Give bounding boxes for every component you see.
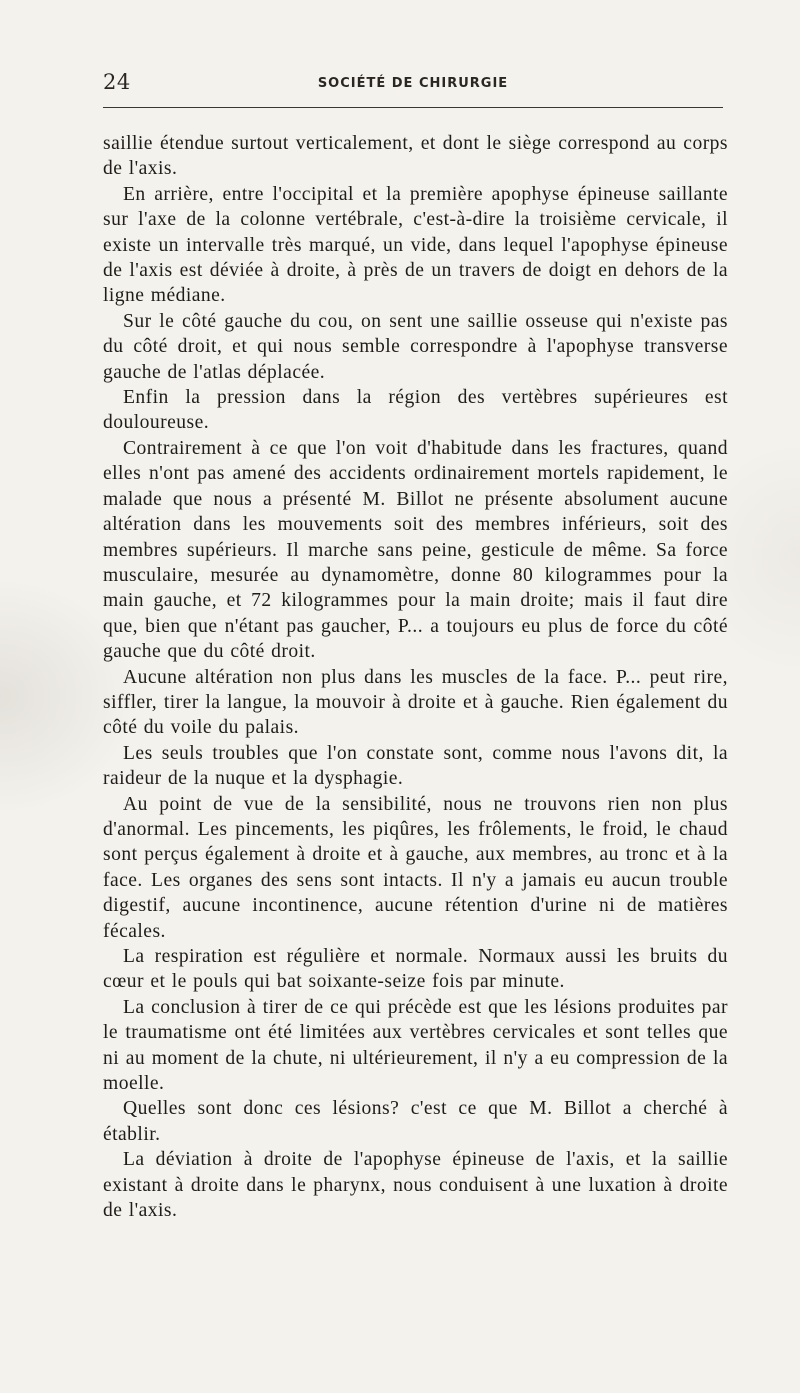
paragraph: Aucune altération non plus dans les muscles de la face. P... peut rire, siffler, tirer la langue, la mouvoir à droite et à gauche. Rien également du côté du voile du palais. (103, 666, 728, 739)
paragraph: Enfin la pression dans la région des vertèbres supérieures est douloureuse. (103, 387, 728, 434)
page-number: 24 (103, 70, 131, 94)
paragraph: Quelles sont donc ces lésions? c'est ce que M. Billot a cherché à établir. (103, 1098, 728, 1145)
paragraph: saillie étendue surtout verticalement, et dont le siège correspond au corps de l'axis. (103, 133, 728, 180)
page-header (103, 70, 723, 100)
paragraph: La respiration est régulière et normale. Normaux aussi les bruits du cœur et le pouls qui bat soixante-seize fois par minute. (103, 946, 728, 993)
paragraph: Contrairement à ce que l'on voit d'habitude dans les fractures, quand elles n'ont pas amené des accidents ordinairement mortels rapidement, le malade que nous a présenté M. Billot ne présente absolument aucune altération dans les mouvements soit des membres inférieurs, soit des membres supérieurs. Il marche sans peine, gesticule de même. Sa force musculaire, mesurée au dynamomètre, donne 80 kilogrammes pour la main gauche, et 72 kilogrammes pour la main droite; mais il faut dire que, bien que n'étant pas gaucher, P... a toujours eu plus de force du côté gauche que du côté droit. (103, 437, 728, 663)
paragraph: En arrière, entre l'occipital et la première apophyse épineuse saillante sur l'axe de la colonne vertébrale, c'est-à-dire la troisième cervicale, il existe un intervalle très marqué, un vide, dans lequel l'apophyse épineuse de l'axis est déviée à droite, à près de un travers de doigt en dehors de la ligne médiane. (103, 183, 728, 307)
paragraph: La conclusion à tirer de ce qui précède est que les lésions produites par le traumatisme ont été limitées aux vertèbres cervicales et sont telles que ni au moment de la chute, ni ultérieurement, il n'y a eu compression de la moelle. (103, 996, 728, 1095)
running-head: SOCIÉTÉ DE CHIRURGIE (317, 76, 509, 91)
body-text (103, 131, 728, 1223)
header-rule (103, 107, 723, 108)
paragraph: Sur le côté gauche du cou, on sent une saillie osseuse qui n'existe pas du côté droit, et qui nous semble correspondre à l'apophyse transverse gauche de l'atlas déplacée. (103, 310, 728, 383)
paragraph: Les seuls troubles que l'on constate sont, comme nous l'avons dit, la raideur de la nuque et la dysphagie. (103, 742, 728, 790)
paragraph: Au point de vue de la sensibilité, nous ne trouvons rien non plus d'anormal. Les pincements, les piqûres, les frôlements, le froid, le chaud sont perçus également à droite et à gauche, aux membres, au tronc et à la face. Les organes des sens sont intacts. Il n'y a jamais eu aucun trouble digestif, aucune incontinence, aucune rétention d'urine ni de matières fécales. (103, 793, 728, 942)
paragraph: La déviation à droite de l'apophyse épineuse de l'axis, et la saillie existant à droite dans le pharynx, nous conduisent à une luxation à droite de l'axis. (103, 1149, 728, 1222)
